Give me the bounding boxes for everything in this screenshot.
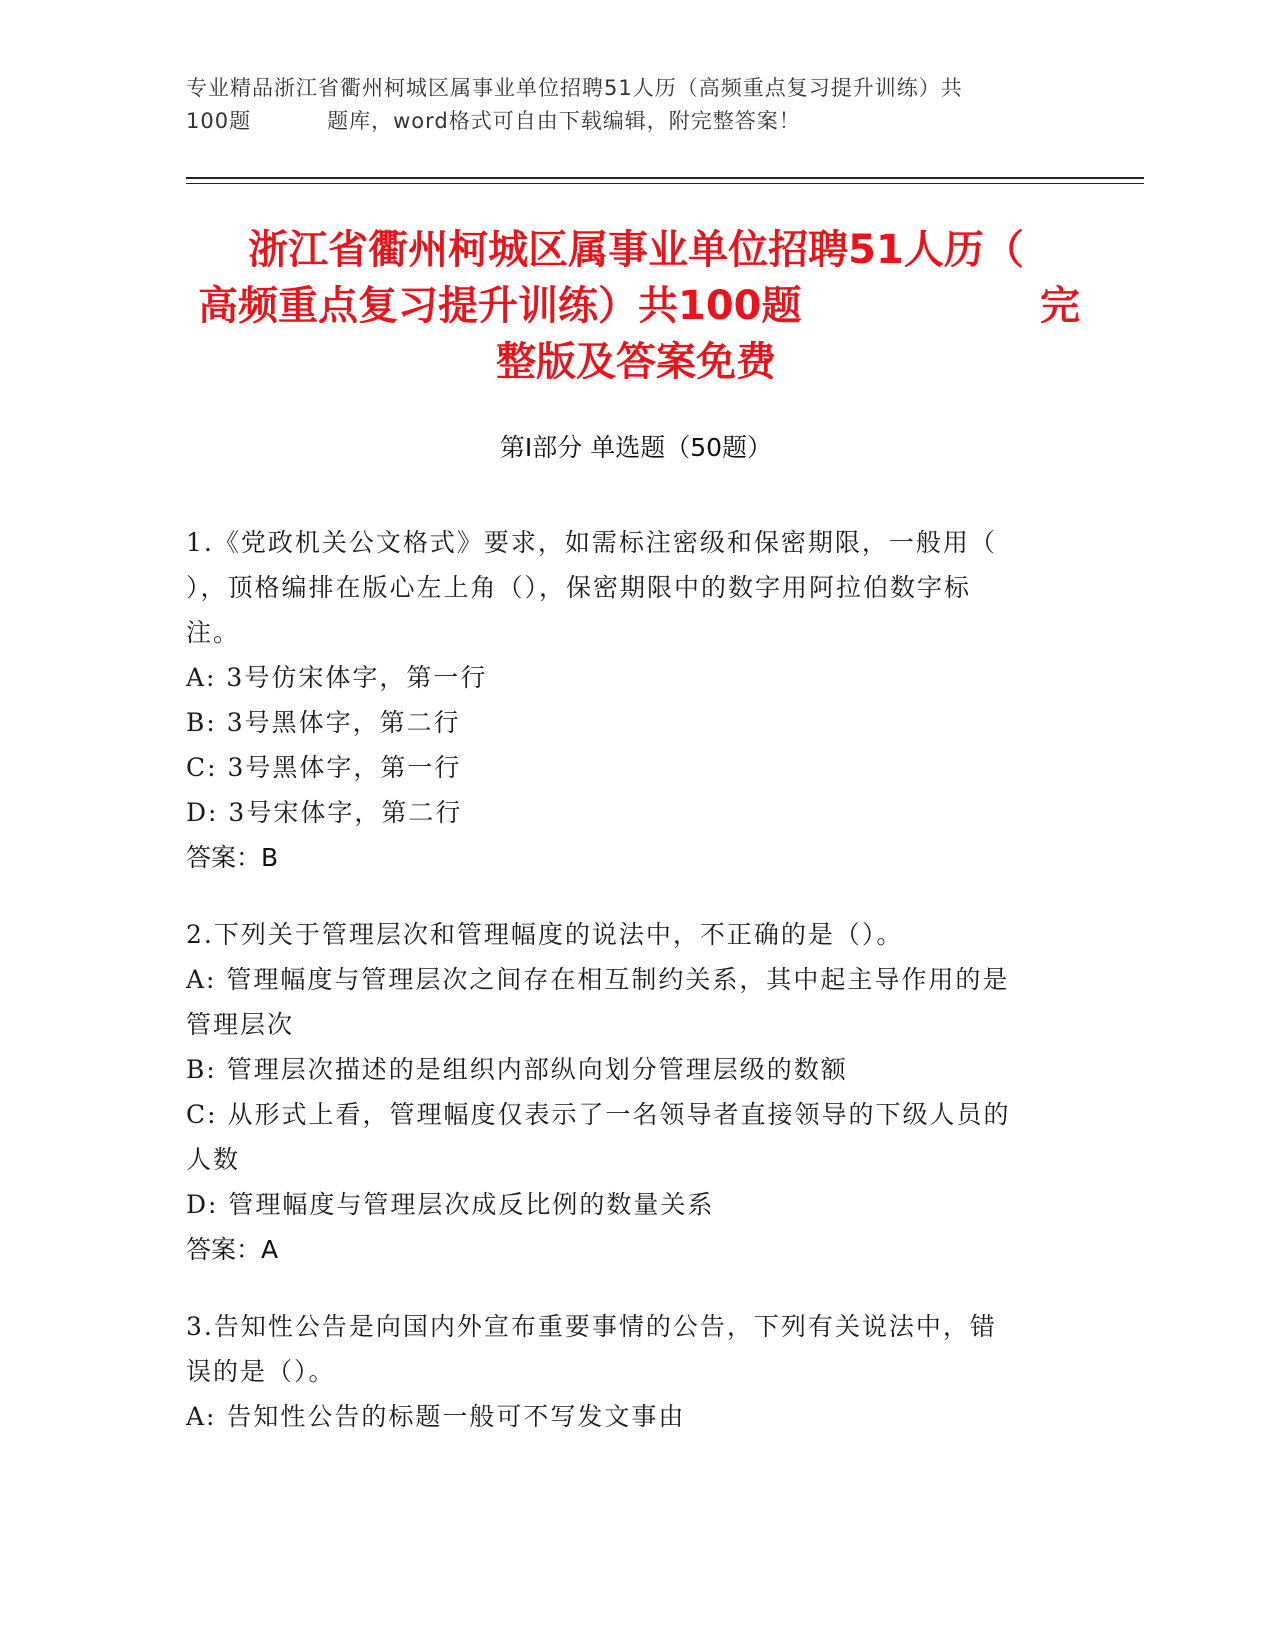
question-2-option-d: D: 管理幅度与管理层次成反比例的数量关系 [186, 1190, 715, 1219]
question-1-text-line3: 注。 [186, 618, 241, 647]
header-note-gap [251, 105, 327, 138]
header-note-line2 [186, 105, 1086, 138]
question-1-text-line1: 1.《党政机关公文格式》要求，如需标注密级和保密期限，一般用（ [186, 528, 997, 557]
question-3-text-line2: 误的是（）。 [186, 1357, 336, 1386]
header-rule-thin [186, 183, 1144, 184]
document-title-line2 [186, 278, 1086, 334]
question-1-option-d: D: 3号宋体字，第二行 [186, 798, 463, 827]
question-3 [186, 1304, 1066, 1439]
question-2-option-c: C: 从形式上看，管理幅度仅表示了一名领导者直接领导的下级人员的 [186, 1100, 1011, 1129]
header-note-line2-left: 100题 [186, 109, 252, 133]
header-note-line1: 专业精品浙江省衢州柯城区属事业单位招聘51人历（高频重点复习提升训练）共 [186, 76, 963, 100]
question-1-option-c: C: 3号黑体字，第一行 [186, 753, 462, 782]
document-title-line1: 浙江省衢州柯城区属事业单位招聘51人历（ [248, 227, 1024, 273]
document-title-line2-left: 高频重点复习提升训练）共100题 [198, 283, 802, 329]
document-title [186, 222, 1086, 390]
section-title: 第Ⅰ部分 单选题（50题） [499, 433, 773, 462]
question-3-text-line1: 3.告知性公告是向国内外宣布重要事情的公告，下列有关说法中，错 [186, 1312, 997, 1341]
question-1-text-line2: ），顶格编排在版心左上角（），保密期限中的数字用阿拉伯数字标 [186, 573, 972, 602]
header-note [186, 72, 1086, 138]
question-1-answer: 答案：B [186, 843, 279, 872]
question-2-answer: 答案：A [186, 1235, 279, 1264]
header-rule-thick [186, 177, 1144, 179]
question-2-text-line1: 2.下列关于管理层次和管理幅度的说法中，不正确的是（）。 [186, 920, 904, 949]
question-1-option-b: B: 3号黑体字，第二行 [186, 708, 461, 737]
document-title-line3: 整版及答案免费 [496, 339, 776, 385]
question-2 [186, 912, 1066, 1272]
question-1-option-a: A: 3号仿宋体字，第一行 [186, 663, 488, 692]
question-1 [186, 520, 1066, 880]
document-title-line2-right: 完 [1040, 283, 1080, 329]
question-2-option-c-cont: 人数 [186, 1145, 241, 1174]
question-2-option-a-cont: 管理层次 [186, 1010, 295, 1039]
question-2-option-a: A: 管理幅度与管理层次之间存在相互制约关系，其中起主导作用的是 [186, 965, 1010, 994]
question-3-option-a: A: 告知性公告的标题一般可不写发文事由 [186, 1402, 686, 1431]
question-2-option-b: B: 管理层次描述的是组织内部纵向划分管理层级的数额 [186, 1055, 848, 1084]
question-list [186, 520, 1066, 1471]
header-note-line2-right: 题库，word格式可自由下载编辑，附完整答案！ [327, 109, 801, 133]
